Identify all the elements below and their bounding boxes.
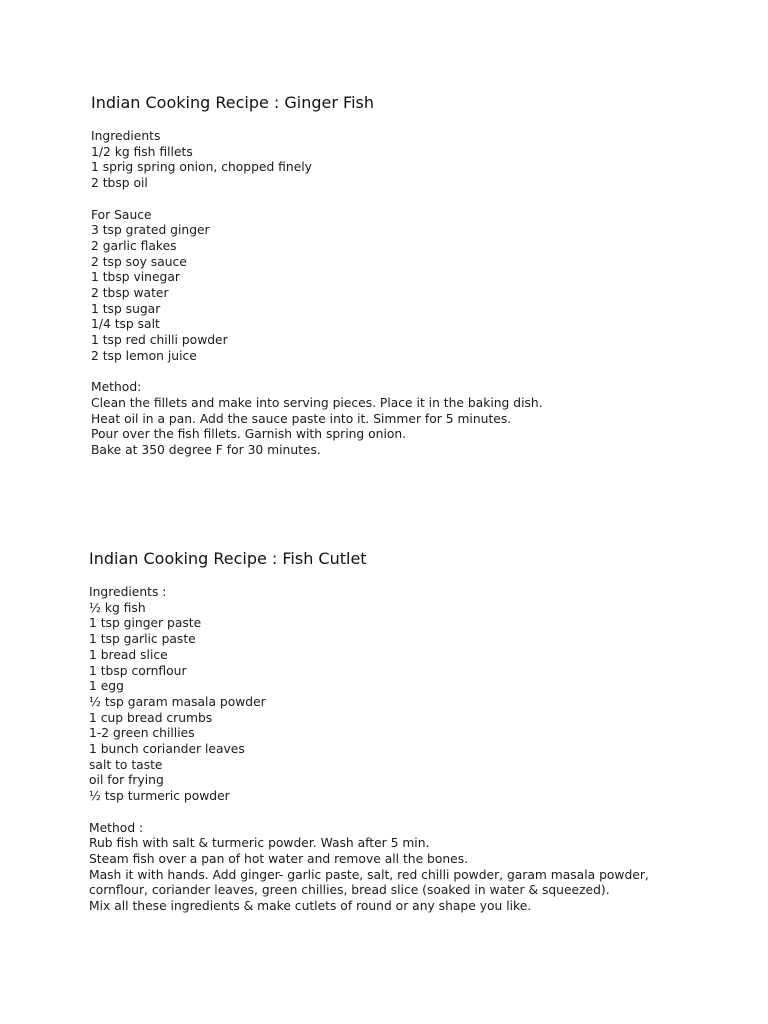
ingredient-line: 1 egg [89,679,124,694]
recipe-title: Indian Cooking Recipe : Ginger Fish [91,93,374,112]
ingredient-line: 1 sprig spring onion, chopped finely [91,160,312,175]
ingredient-line: ½ tsp turmeric powder [89,789,230,804]
ingredient-line: oil for frying [89,773,164,788]
ingredient-line: salt to taste [89,757,163,772]
ingredient-line: 1 tsp sugar [91,301,161,316]
method-line: Clean the fillets and make into serving pieces. Place it in the baking dish. [91,395,543,410]
method-line: Mix all these ingredients & make cutlets of round or any shape you like. [89,899,532,914]
sauce-section [91,208,768,365]
method-section [89,821,768,915]
section-heading: Method: [91,380,142,395]
recipe-fish-cutlet [89,548,768,930]
ingredient-line: 1 tsp red chilli powder [91,333,228,348]
recipe-ginger-fish [91,92,768,474]
ingredient-line: 1 bread slice [89,647,168,662]
ingredient-line: 3 tsp grated ginger [91,223,210,238]
ingredient-line: 2 tsp soy sauce [91,254,187,269]
ingredient-line: 1 bunch coriander leaves [89,742,245,757]
section-heading: Ingredients : [89,585,167,599]
ingredient-line: 2 tbsp oil [91,176,148,191]
ingredient-line: 1 tbsp vinegar [91,270,180,285]
ingredient-line: 1-2 green chillies [89,726,195,741]
ingredient-line: 2 tbsp water [91,286,169,301]
method-line: Mash it with hands. Add ginger- garlic paste, salt, red chilli powder, garam masala powder, [89,867,649,882]
method-section [91,380,768,459]
method-line: Heat oil in a pan. Add the sauce paste into it. Simmer for 5 minutes. [91,411,512,426]
ingredient-line: 1 tsp garlic paste [89,632,196,647]
ingredients-section [91,129,768,192]
section-heading: For Sauce [91,207,152,222]
ingredients-section [89,585,768,805]
method-line: Rub fish with salt & turmeric powder. Wash after 5 min. [89,836,430,851]
method-line: Pour over the fish fillets. Garnish with spring onion. [91,427,407,442]
ingredient-line: 1 tsp ginger paste [89,616,202,631]
ingredient-line: 2 tsp lemon juice [91,348,197,363]
method-line: Bake at 350 degree F for 30 minutes. [91,443,321,458]
ingredient-line: 2 garlic flakes [91,238,177,253]
ingredient-line: ½ kg fish [89,600,146,615]
method-line: cornflour, coriander leaves, green chillies, bread slice (soaked in water & squeezed). [89,883,610,898]
ingredient-line: 1 cup bread crumbs [89,710,213,725]
ingredient-line: ½ tsp garam masala powder [89,694,266,709]
section-heading: Method : [89,820,144,835]
ingredient-line: 1/2 kg fish fillets [91,144,193,159]
ingredient-line: 1/4 tsp salt [91,317,160,332]
recipe-title: Indian Cooking Recipe : Fish Cutlet [89,549,367,568]
ingredient-line: 1 tbsp cornflour [89,663,187,678]
method-line: Steam fish over a pan of hot water and remove all the bones. [89,851,469,866]
section-heading: Ingredients [91,129,161,143]
